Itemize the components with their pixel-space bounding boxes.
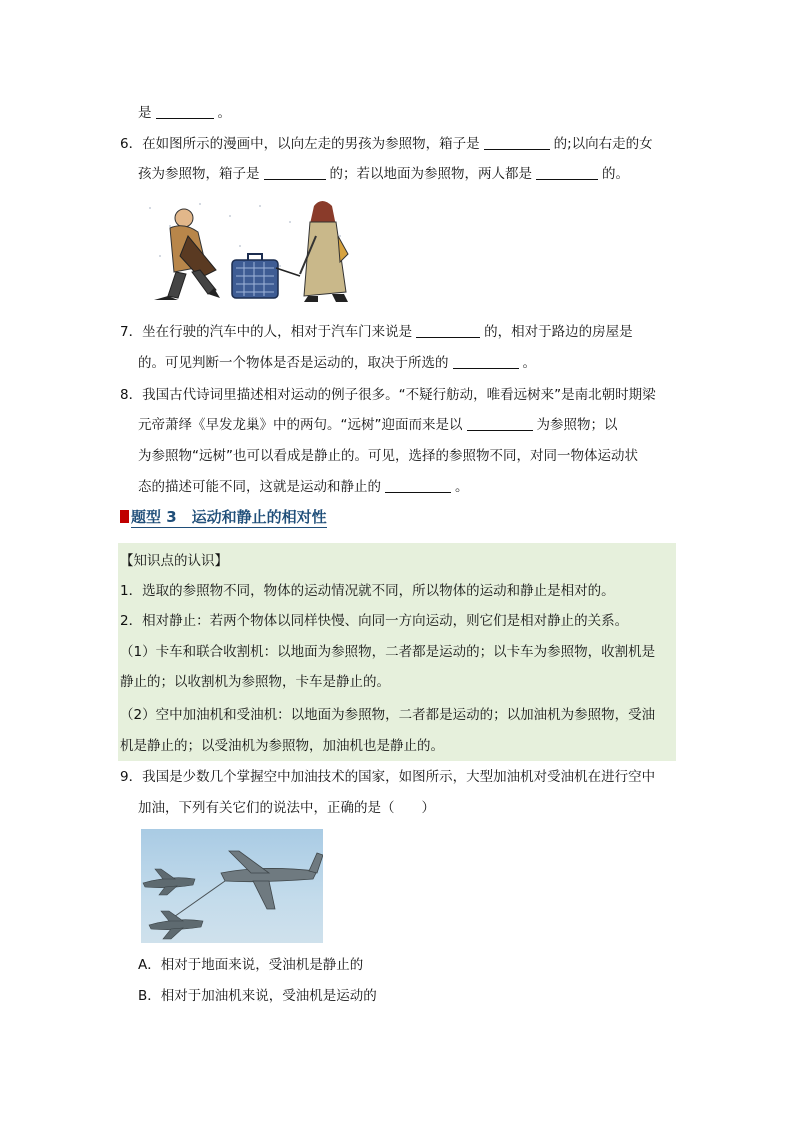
knowledge-point-3-line-2: 静止的；以收割机为参照物，卡车是静止的。: [120, 674, 390, 690]
planes-drawing: [141, 829, 323, 943]
boy-figure: [154, 209, 220, 300]
answer-blank[interactable]: [264, 165, 326, 180]
comic-illustration: [140, 196, 352, 304]
question-8-line-2: 元帝萧绎《早发龙巢》中的两句。“远树”迎面而来是以 为参照物；以: [138, 417, 618, 433]
comic-drawing: [140, 196, 352, 304]
knowledge-point-4-line-1: （2）空中加油机和受油机：以地面为参照物，二者都是运动的；以加油机为参照物，受油: [120, 707, 656, 723]
section-title: 题型 3 运动和静止的相对性: [131, 508, 327, 526]
tanker-plane: [171, 851, 323, 919]
question-9-line-2: 加油，下列有关它们的说法中，正确的是（ ）: [138, 800, 435, 816]
question-8-line-3: 为参照物“远树”也可以看成是静止的。可见，选择的参照物不同，对同一物体运动状: [138, 448, 638, 464]
answer-blank[interactable]: [467, 416, 533, 431]
answer-blank[interactable]: [453, 354, 519, 369]
answer-blank[interactable]: [536, 165, 598, 180]
option-b[interactable]: B．相对于加油机来说，受油机是运动的: [138, 988, 377, 1004]
answer-blank[interactable]: [484, 135, 550, 150]
question-6-line-2: 孩为参照物，箱子是 的；若以地面为参照物，两人都是 的。: [138, 166, 629, 182]
suitcase: [232, 254, 300, 298]
knowledge-title: 【知识点的认识】: [120, 553, 228, 569]
answer-blank[interactable]: [156, 104, 214, 119]
question-6-line-1: 6．在如图所示的漫画中，以向左走的男孩为参照物，箱子是 的;以向右走的女: [120, 136, 653, 152]
question-8-line-4: 态的描述可能不同，这就是运动和静止的 。: [138, 479, 469, 495]
continuation-line: 是 。: [138, 105, 231, 121]
heading-marker-icon: [120, 510, 129, 523]
knowledge-point-2: 2．相对静止：若两个物体以同样快慢、向同一方向运动，则它们是相对静止的关系。: [120, 613, 629, 629]
knowledge-point-3-line-1: （1）卡车和联合收割机：以地面为参照物，二者都是运动的；以卡车为参照物，收割机是: [120, 644, 656, 660]
question-7-line-2: 的。可见判断一个物体是否是运动的，取决于所选的 。: [138, 355, 536, 371]
girl-figure: [300, 201, 348, 302]
question-7-line-1: 7．坐在行驶的汽车中的人，相对于汽车门来说是 的，相对于路边的房屋是: [120, 324, 633, 340]
receiver-plane-upper: [143, 869, 195, 895]
aerial-refueling-photo: [141, 829, 323, 943]
answer-blank[interactable]: [416, 323, 480, 338]
question-9-line-1: 9．我国是少数几个掌握空中加油技术的国家，如图所示，大型加油机对受油机在进行空中: [120, 769, 656, 785]
section-heading: [120, 506, 327, 528]
knowledge-point-1: 1．选取的参照物不同，物体的运动情况就不同，所以物体的运动和静止是相对的。: [120, 583, 615, 599]
answer-blank[interactable]: [385, 478, 451, 493]
option-a[interactable]: A．相对于地面来说，受油机是静止的: [138, 957, 364, 973]
question-8-line-1: 8．我国古代诗词里描述相对运动的例子很多。“不疑行舫动，唯看远树来”是南北朝时期梁: [120, 387, 656, 403]
knowledge-point-4-line-2: 机是静止的；以受油机为参照物，加油机也是静止的。: [120, 738, 444, 754]
